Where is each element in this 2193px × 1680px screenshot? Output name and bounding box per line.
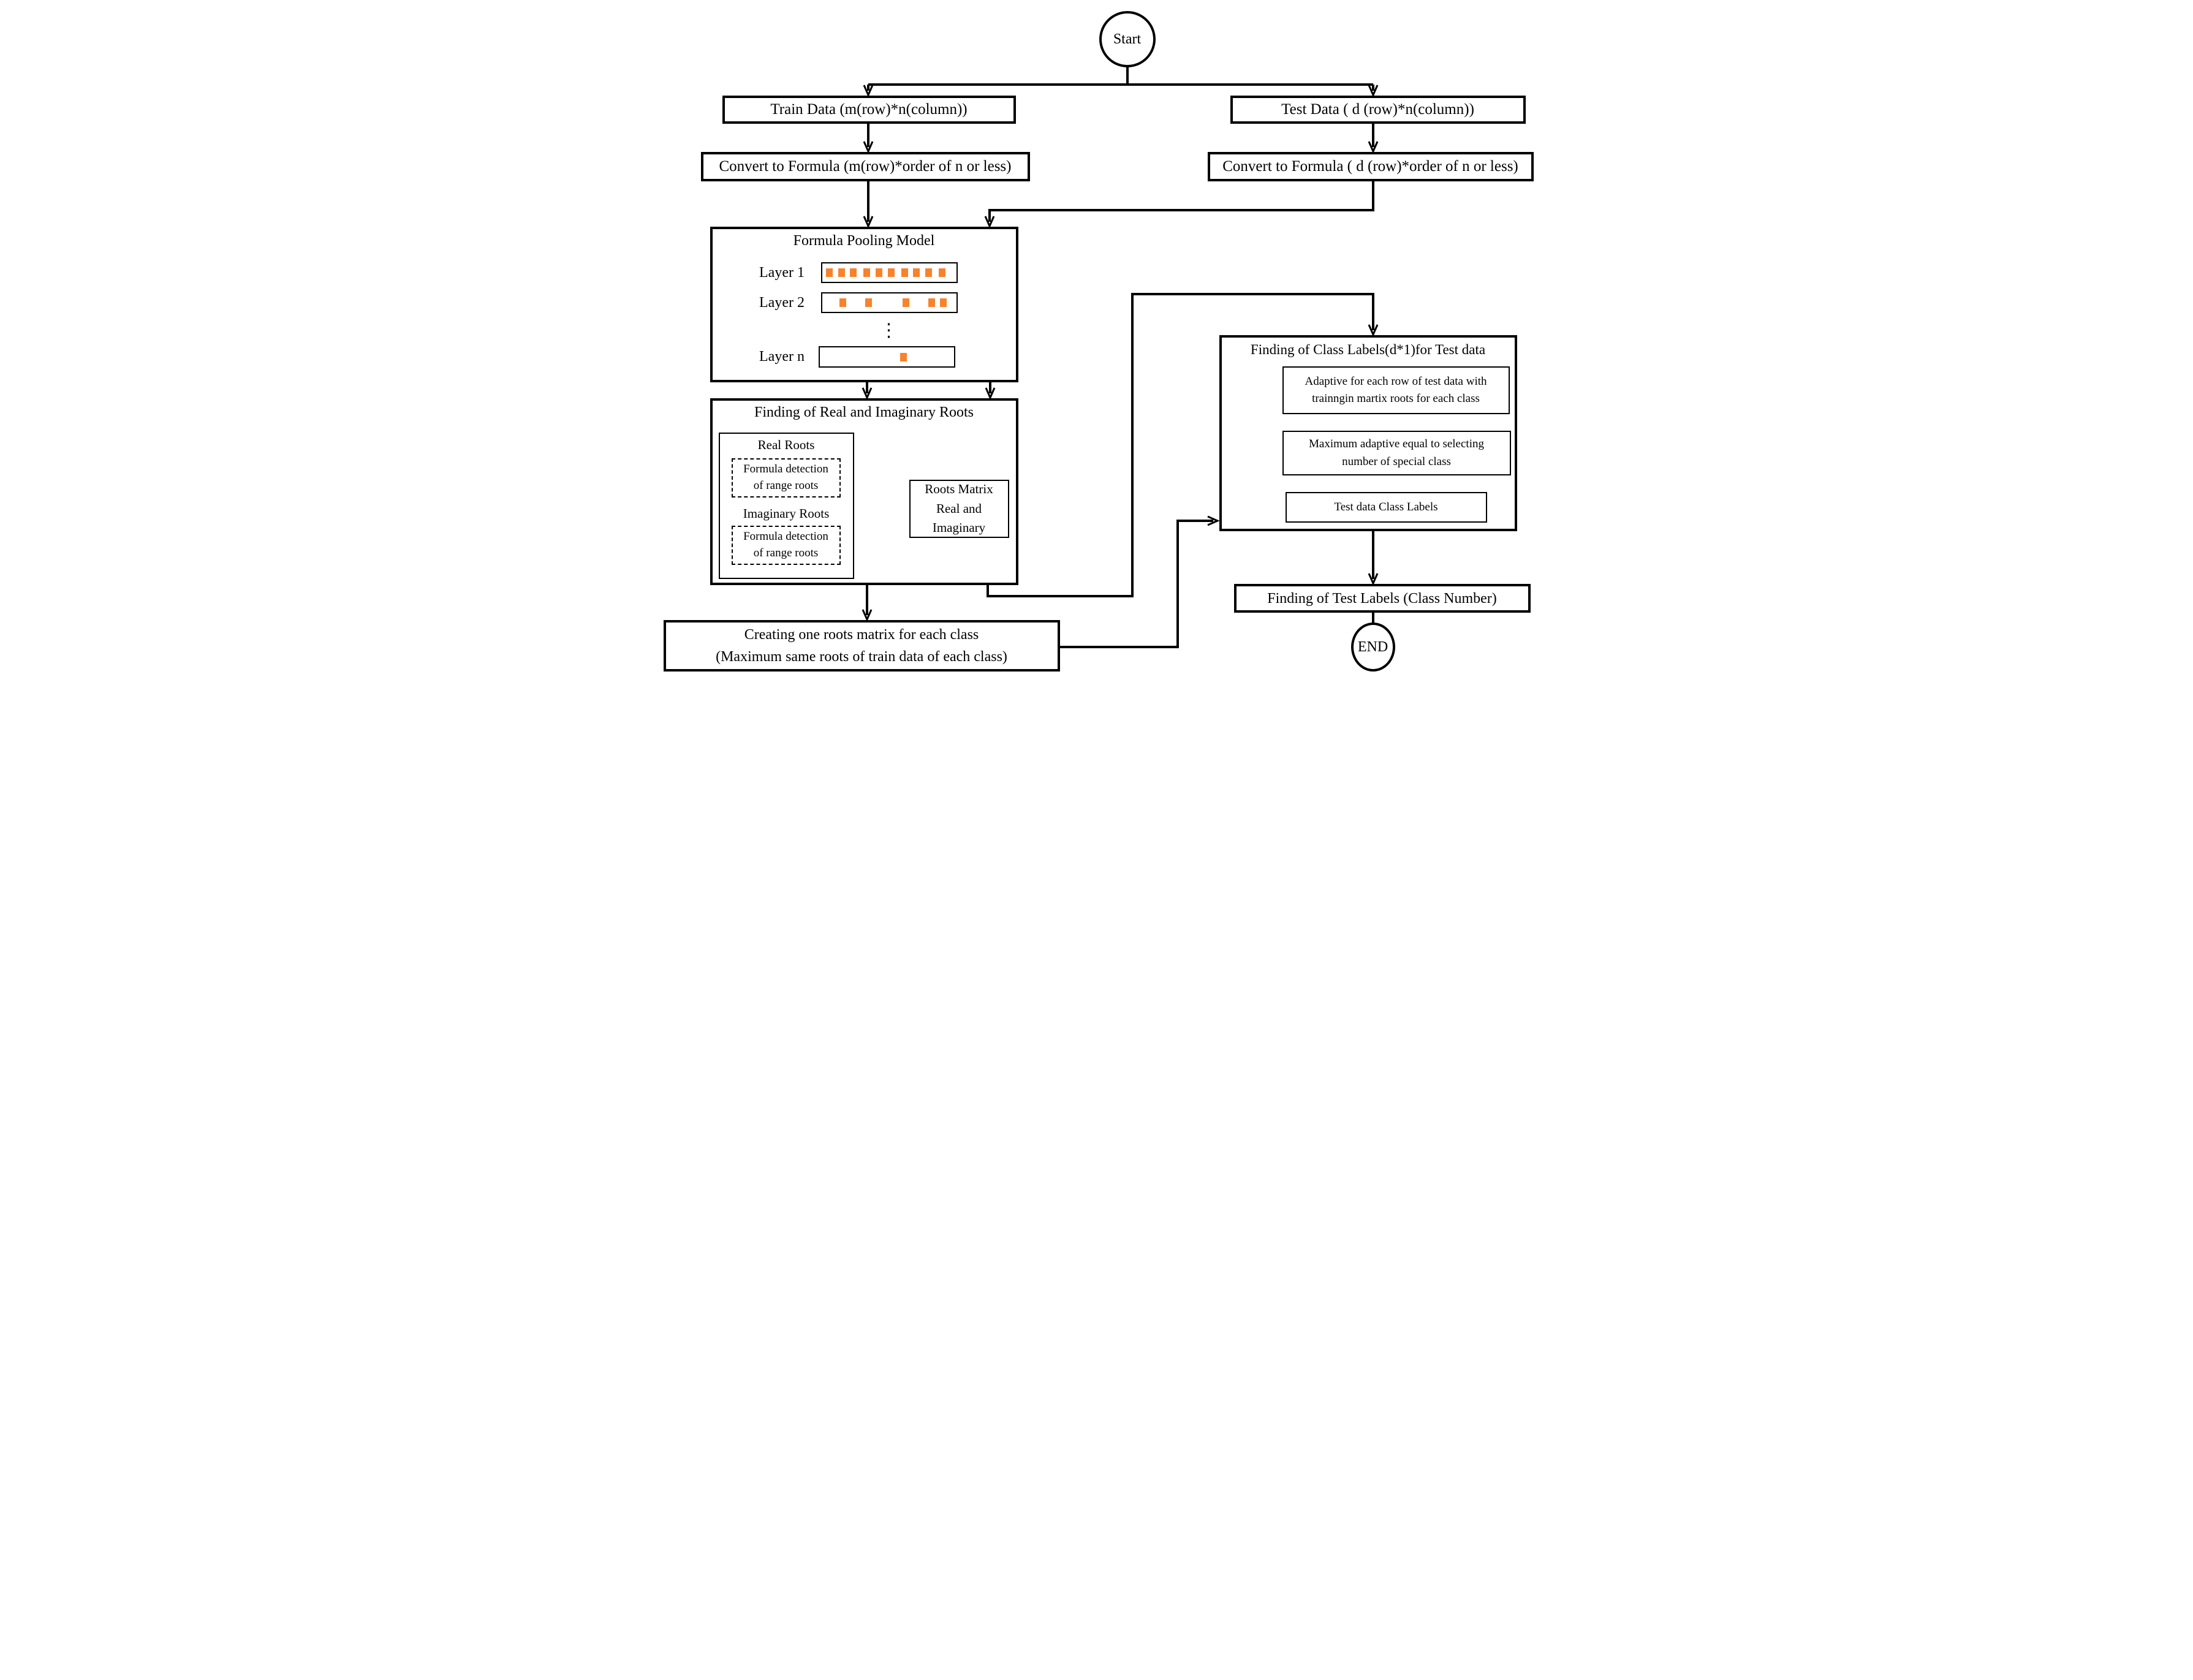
pooled-formula-square: [940, 298, 947, 307]
real-roots-label: Real Roots: [757, 437, 815, 452]
flowchart-canvas: [658, 0, 1536, 672]
pooled-formula-square: [850, 268, 857, 277]
pooled-formula-square: [903, 298, 909, 307]
formula-detection-box-real: Formula detection of range roots: [732, 458, 841, 498]
train-data-box: Train Data (m(row)*n(column)): [722, 96, 1016, 124]
test-class-labels-box: Test data Class Labels: [1286, 492, 1487, 523]
start-terminal: [1099, 11, 1156, 67]
layer-2-bar: [821, 292, 958, 313]
creating-to-classlabels-connector: [1060, 521, 1213, 647]
pooled-formula-square: [888, 268, 895, 277]
end-label: END: [1357, 639, 1388, 655]
pooled-formula-square: [865, 298, 872, 307]
end-terminal: [1351, 622, 1395, 672]
start-label: Start: [1113, 31, 1142, 47]
pooled-formula-square: [913, 268, 920, 277]
class-labels-title: Finding of Class Labels(d*1)for Test data: [1250, 342, 1486, 357]
arrowhead-train: [864, 85, 873, 95]
branch-line: [868, 66, 1373, 91]
imaginary-roots-label: Imaginary Roots: [743, 505, 830, 521]
adaptive-step-box: Adaptive for each row of test data with trainngin martix roots for each class: [1282, 366, 1510, 414]
pooled-formula-square: [901, 268, 908, 277]
layer-2-label: Layer 2: [759, 294, 805, 311]
pooled-formula-square: [928, 298, 935, 307]
finding-test-labels-box: Finding of Test Labels (Class Number): [1234, 584, 1531, 613]
layer-1-bar: [821, 262, 958, 283]
pooled-formula-square: [863, 268, 870, 277]
test-to-pooling-connector: [990, 181, 1373, 222]
pooled-formula-square: [826, 268, 833, 277]
roots-matrix-box: Roots Matrix Real and Imaginary: [909, 480, 1009, 538]
pooled-formula-square: [900, 353, 907, 361]
convert-test-box: Convert to Formula ( d (row)*order of n or less): [1208, 152, 1534, 181]
pooled-formula-square: [838, 268, 845, 277]
maximum-adaptive-box: Maximum adaptive equal to selecting number of special class: [1282, 431, 1511, 475]
pooling-title: Formula Pooling Model: [793, 232, 935, 249]
formula-detection-box-imaginary: Formula detection of range roots: [732, 526, 841, 565]
convert-train-box: Convert to Formula (m(row)*order of n or less): [701, 152, 1030, 181]
pooled-formula-square: [839, 298, 846, 307]
pooled-formula-square: [876, 268, 882, 277]
test-data-box: Test Data ( d (row)*n(column)): [1230, 96, 1526, 124]
creating-matrix-box: Creating one roots matrix for each class (Maximum same roots of train data of each class): [664, 620, 1060, 672]
pooling-ellipsis: ⋮: [879, 320, 898, 341]
pooled-formula-square: [925, 268, 932, 277]
arrowhead-test: [1369, 85, 1377, 95]
layer-1-label: Layer 1: [759, 264, 805, 281]
layer-n-label: Layer n: [759, 349, 805, 365]
roots-title: Finding of Real and Imaginary Roots: [754, 404, 974, 420]
pooled-formula-square: [939, 268, 945, 277]
layer-n-bar: [819, 346, 955, 368]
